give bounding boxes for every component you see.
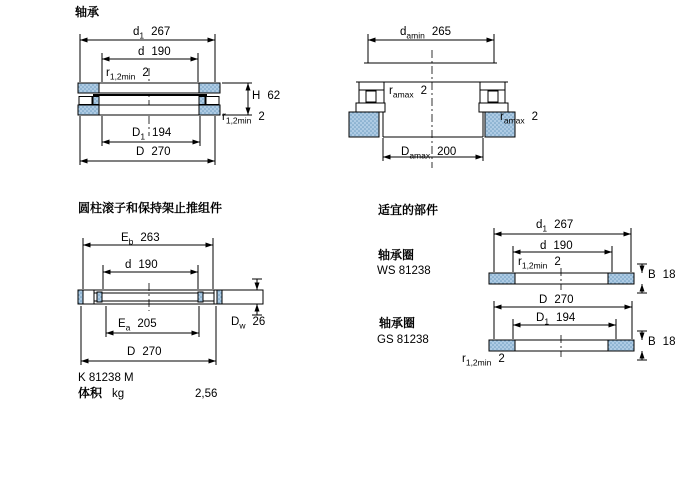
dim-washer2-D (539, 294, 574, 308)
dim-washer1-B (648, 269, 675, 283)
dim-value: 2 (258, 111, 265, 123)
dim-assembly-D (127, 346, 162, 360)
dim-subscript: amax (409, 150, 431, 161)
dim-symbol: D (401, 146, 410, 158)
dim-abutment-ramax-right (500, 111, 538, 125)
housing-left (349, 112, 379, 137)
dim-abutment-ramax-inner (389, 85, 427, 99)
dim-value: 200 (437, 146, 457, 158)
dim-subscript: 1 (544, 316, 550, 327)
roller-left (79, 97, 92, 105)
mass-value: 2,56 (195, 388, 218, 400)
dim-subscript: 1,2min (109, 71, 136, 82)
dim-symbol: r (500, 111, 504, 123)
dim-value: 2 (142, 67, 149, 79)
dim-value: 267 (554, 219, 574, 231)
dim-bearing-D (136, 146, 171, 160)
assembly-section-title: 圆柱滚子和保持架止推组件 (78, 201, 223, 215)
dim-subscript: w (239, 320, 246, 331)
dim-value: 270 (554, 294, 574, 306)
dim-assembly-Ea (118, 318, 157, 332)
dim-value: 263 (140, 232, 160, 244)
dim-symbol: d (133, 26, 140, 38)
dim-bearing-D1 (132, 127, 171, 141)
washer2-type-label: 轴承圈 (379, 316, 416, 330)
dim-bearing-d (138, 46, 171, 60)
dim-symbol: E (118, 318, 126, 330)
dim-bearing-H (252, 90, 280, 104)
dim-symbol: d (540, 240, 547, 252)
abutment-roller-right (488, 91, 498, 102)
dim-value: 26 (252, 316, 266, 328)
assembly-body (78, 290, 263, 304)
dim-symbol: D (136, 146, 145, 158)
abutment-roller-left (366, 91, 376, 102)
dim-symbol: D (539, 294, 548, 306)
dim-assembly-d (125, 259, 158, 273)
dim-symbol: B (648, 336, 656, 348)
dim-bearing-d1 (133, 26, 170, 40)
dim-subscript: amax (503, 115, 525, 126)
dim-bearing-r12min-bottom (222, 111, 265, 125)
dim-symbol: d (138, 46, 145, 58)
dim-symbol: r (389, 85, 393, 97)
dim-washer1-d (540, 240, 573, 254)
dim-value: 62 (267, 90, 281, 102)
washer2-designation: GS 81238 (377, 334, 429, 346)
dim-symbol: r (462, 353, 466, 365)
dim-symbol: d (125, 259, 132, 271)
assembly-drawing (78, 238, 266, 365)
dim-symbol: r (518, 256, 522, 268)
dim-value: 267 (151, 26, 171, 38)
washer1-designation: WS 81238 (377, 265, 431, 277)
dim-assembly-Dw (231, 316, 265, 330)
dim-subscript: 1,2min (465, 357, 492, 368)
dim-symbol: D (132, 127, 141, 139)
dim-washer1-d1 (536, 219, 573, 233)
dim-subscript: b (128, 236, 134, 247)
dim-value: 194 (152, 127, 172, 139)
dim-symbol: r (222, 111, 226, 123)
dim-washer1-r12min (518, 256, 561, 270)
abutment-washer-left-bottom (356, 103, 385, 112)
dim-value: 190 (553, 240, 573, 252)
bearing-section-title: 轴承 (75, 5, 100, 19)
dim-value: 18 (662, 336, 676, 348)
dim-value: 190 (151, 46, 171, 58)
dim-value: 265 (431, 26, 452, 38)
dim-value: 2 (531, 111, 539, 123)
dim-symbol: B (648, 269, 656, 281)
dim-value: 190 (138, 259, 158, 271)
dim-bearing-r12min-top (106, 67, 149, 81)
dim-value: 205 (137, 318, 157, 330)
dim-symbol: D (536, 312, 545, 324)
abutment-washer-left-top (359, 82, 384, 90)
dim-subscript: a (125, 322, 131, 333)
dim-washer2-r12min (462, 353, 505, 367)
assembly-designation: K 81238 M (78, 372, 134, 384)
dim-subscript: 1 (140, 131, 146, 142)
dim-subscript: 1,2min (521, 260, 548, 271)
dim-subscript: 1 (542, 223, 548, 234)
dim-subscript: 1 (139, 30, 145, 41)
roller-right (206, 97, 219, 105)
mass-unit: kg (112, 388, 125, 400)
dim-subscript: amin (406, 30, 425, 41)
washer1-type-label: 轴承圈 (378, 248, 415, 262)
mass-label: 体积 (78, 386, 103, 400)
dim-abutment-damin (400, 26, 451, 40)
dim-abutment-Damax (401, 146, 456, 160)
dim-symbol: d (536, 219, 543, 231)
dim-washer2-B (648, 336, 675, 350)
dim-value: 270 (142, 346, 162, 358)
dim-value: 2 (420, 85, 428, 97)
dim-value: 270 (151, 146, 171, 158)
dim-symbol: H (252, 90, 261, 102)
dim-subscript: 1,2min (225, 115, 252, 126)
dim-symbol: E (121, 232, 129, 244)
dim-value: 18 (662, 269, 676, 281)
dim-symbol: d (400, 26, 407, 38)
dim-symbol: D (127, 346, 136, 358)
dim-washer2-D1 (536, 312, 575, 326)
dim-value: 2 (554, 256, 561, 268)
dim-symbol: r (106, 67, 110, 79)
dim-assembly-Eb (121, 232, 160, 246)
components-section-title: 适宜的部件 (378, 203, 439, 217)
dim-symbol: D (231, 316, 240, 328)
abutment-washer-right-top (480, 82, 505, 90)
dim-subscript: amax (392, 89, 414, 100)
dim-value: 194 (556, 312, 576, 324)
dim-value: 2 (498, 353, 505, 365)
